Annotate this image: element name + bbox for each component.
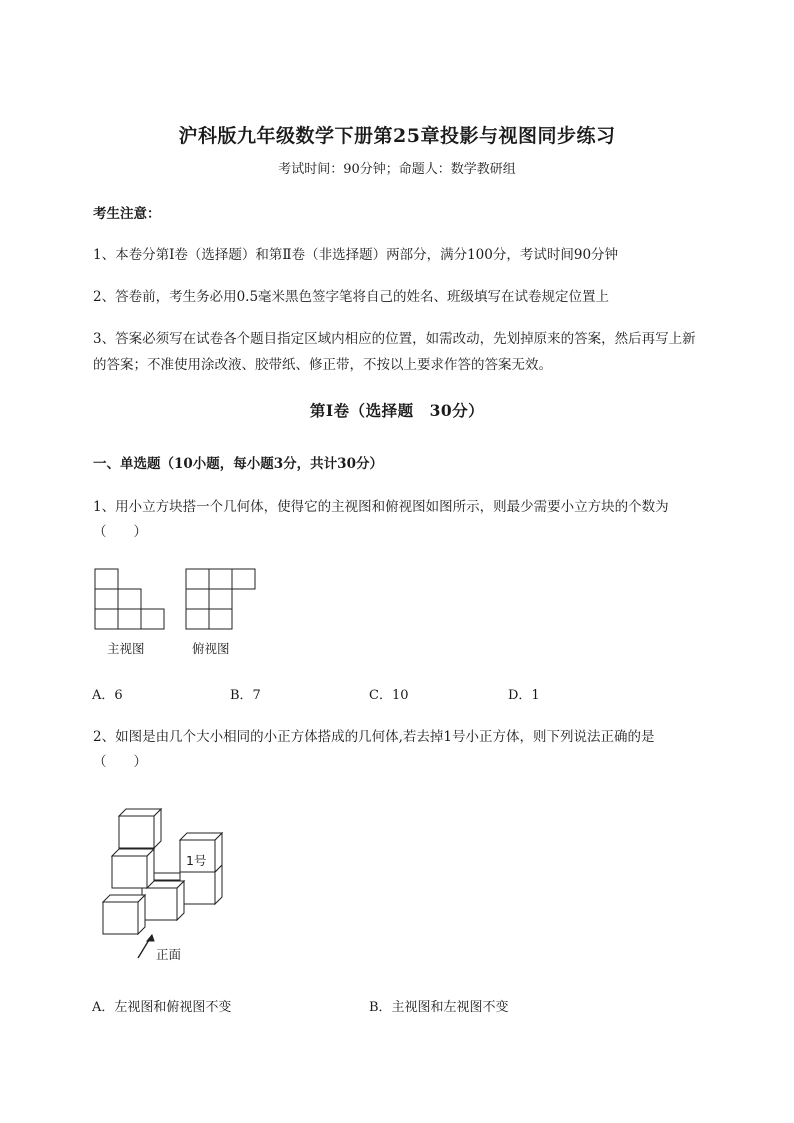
notice-item: 2、答卷前，考生务必用0.5毫米黑色签字笔将自己的姓名、班级填写在试卷规定位置上	[93, 289, 610, 305]
notice-item: 的答案；不准使用涂改液、胶带纸、修正带，不按以上要求作答的答案无效。	[93, 357, 552, 373]
option-b[interactable]: B．7	[230, 688, 261, 703]
question-1-stem: 1、用小立方块搭一个几何体，使得它的主视图和俯视图如图所示，则最少需要小立方块的个数为	[93, 499, 669, 515]
page-title: 沪科版九年级数学下册第25章投影与视图同步练习	[178, 125, 616, 147]
section-title: 第I卷（选择题 30分）	[309, 401, 485, 420]
front-view-label: 主视图	[107, 641, 145, 656]
top-view-label: 俯视图	[192, 641, 230, 656]
cube-stack-figure	[100, 795, 240, 965]
notice-item: 3、答案必须写在试卷各个题目指定区域内相应的位置，如需改动，先划掉原来的答案，然后再写上新	[93, 331, 696, 347]
exam-subtitle: 考试时间：90分钟；命题人：数学教研组	[278, 162, 516, 177]
option-a[interactable]: A．6	[92, 688, 123, 703]
question-2-blank: （ ）	[93, 754, 147, 770]
front-view-figure	[95, 569, 175, 639]
option-a[interactable]: A．左视图和俯视图不变	[92, 1000, 232, 1015]
notice-heading: 考生注意：	[93, 206, 161, 222]
option-c[interactable]: C．10	[369, 688, 409, 703]
question-1-blank: （ ）	[93, 524, 147, 540]
front-direction-label: 正面	[156, 947, 182, 962]
notice-item: 1、本卷分第I卷（选择题）和第Ⅱ卷（非选择题）两部分，满分100分，考试时间90分钟	[93, 247, 619, 263]
part-heading: 一、单选题（10小题，每小题3分，共计30分）	[93, 456, 383, 472]
top-view-figure	[186, 569, 266, 639]
option-d[interactable]: D．1	[508, 688, 540, 703]
cube-1-label: 1号	[186, 853, 207, 868]
option-b[interactable]: B．主视图和左视图不变	[369, 1000, 509, 1015]
question-2-stem: 2、如图是由几个大小相同的小正方体搭成的几何体,若去掉1号小正方体，则下列说法正确的是	[93, 729, 655, 745]
